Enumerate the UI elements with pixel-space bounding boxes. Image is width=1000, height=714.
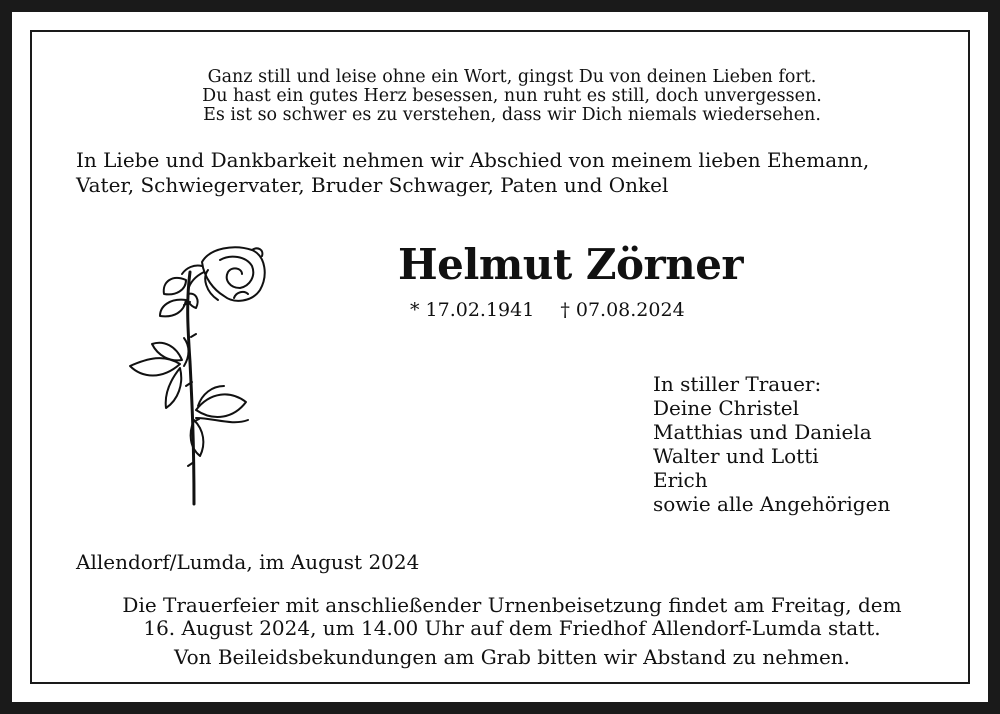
mourners-block: [653, 372, 890, 516]
poem: [12, 68, 1000, 125]
poem-line: Es ist so schwer es zu verstehen, dass wir Dich niemals wiedersehen.: [203, 105, 821, 125]
intro-text: [76, 148, 976, 198]
rose-icon: [124, 242, 274, 512]
poem-line: Ganz still und leise ohne ein Wort, gingst Du von deinen Lieben fort.: [207, 67, 817, 87]
intro-line: In Liebe und Dankbarkeit nehmen wir Abschied von meinem lieben Ehemann,: [76, 148, 870, 172]
intro-line: Vater, Schwiegervater, Bruder Schwager, Paten und Onkel: [76, 173, 669, 197]
mourner-name: Matthias und Daniela: [653, 420, 872, 444]
life-dates: [410, 299, 685, 321]
service-info: [12, 594, 1000, 669]
mourner-name: Erich: [653, 468, 708, 492]
deceased-name: Helmut Zörner: [398, 240, 744, 289]
service-line: 16. August 2024, um 14.00 Uhr auf dem Friedhof Allendorf-Lumda statt.: [143, 616, 881, 640]
mourner-name: Walter und Lotti: [653, 444, 819, 468]
death-date: † 07.08.2024: [560, 299, 685, 321]
mourners-heading: In stiller Trauer:: [653, 372, 822, 396]
birth-date: * 17.02.1941: [410, 299, 535, 321]
mourner-name: sowie alle Angehörigen: [653, 492, 891, 516]
service-line: Die Trauerfeier mit anschließender Urnenbeisetzung findet am Freitag, dem: [122, 593, 902, 617]
poem-line: Du hast ein gutes Herz besessen, nun ruht es still, doch unvergessen.: [202, 86, 822, 106]
mourner-name: Deine Christel: [653, 396, 800, 420]
condolence-note: Von Beileidsbekundungen am Grab bitten wir Abstand zu nehmen.: [173, 645, 851, 669]
place-date: Allendorf/Lumda, im August 2024: [76, 550, 420, 574]
